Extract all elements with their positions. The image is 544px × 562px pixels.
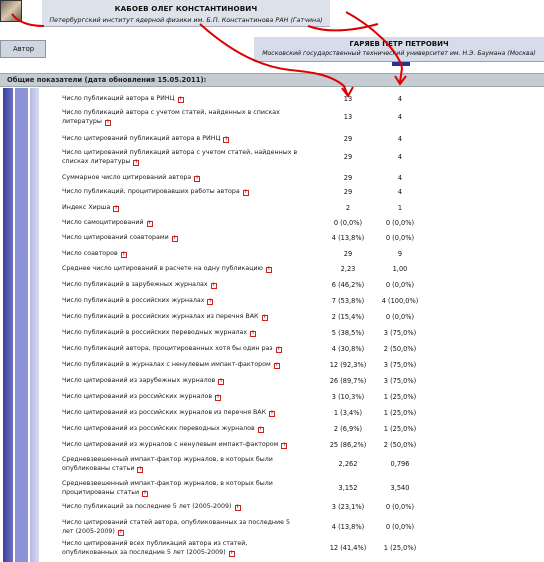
metric-label	[62, 441, 298, 450]
author1-value: 29	[343, 188, 353, 196]
help-icon[interactable]: ?	[275, 363, 279, 368]
metric-label	[62, 109, 298, 127]
metric-label	[62, 149, 298, 167]
author2-name[interactable]: ГАРЯЕВ ПЕТР ПЕТРОВИЧ	[349, 40, 449, 48]
help-icon[interactable]: ?	[270, 411, 274, 416]
help-icon[interactable]: ?	[219, 379, 223, 384]
author2-value: 3 (75,0%)	[383, 329, 417, 337]
help-icon[interactable]: ?	[212, 283, 215, 288]
help-icon[interactable]: ?	[106, 119, 110, 125]
help-icon[interactable]: ?	[115, 206, 118, 211]
help-icon[interactable]: ?	[225, 137, 228, 142]
author2-org: Московский государственный технический университет им. Н.Э. Баумана (Москва)	[262, 50, 536, 57]
author1-org: Петербургский институт ядерной физики им. Б.П. Константинова РАН (Гатчина)	[49, 16, 323, 24]
metric-label-text: Число публикаций в зарубежных журналах	[62, 281, 208, 288]
author1-value: 4 (13,8%)	[331, 523, 365, 531]
author1-value: 29	[343, 135, 353, 143]
metric-label	[62, 250, 298, 259]
author1-panel	[42, 0, 330, 27]
metric-label	[62, 204, 298, 213]
help-icon[interactable]: ?	[143, 490, 147, 496]
author2-value: 0 (0,0%)	[385, 219, 415, 227]
author2-value: 2 (50,0%)	[383, 441, 417, 449]
author2-value: 1 (25,0%)	[383, 409, 417, 417]
metric-label-text: Число публикаций в российских журналах из перечня ВАК	[62, 313, 259, 320]
metric-label	[62, 265, 298, 274]
author1-value: 3,152	[338, 484, 358, 492]
author1-value: 2,262	[338, 460, 358, 468]
metric-label-text: Число публикаций автора, процитированных хотя бы один раз	[62, 345, 273, 352]
metric-label-text: Число публикаций за последние 5 лет (2005-2009)	[62, 503, 232, 510]
help-icon[interactable]: ?	[236, 505, 239, 510]
metric-label	[62, 480, 298, 498]
author1-value: 25 (86,2%)	[329, 441, 367, 449]
help-icon[interactable]: ?	[259, 427, 262, 432]
metric-label	[62, 409, 298, 418]
author2-value: 1	[397, 204, 403, 212]
author2-value: 3,540	[390, 484, 410, 492]
metric-label-text: Число цитирований из зарубежных журналов	[62, 377, 216, 384]
author1-value: 2	[345, 204, 351, 212]
author2-value: 4	[397, 135, 403, 143]
metric-label	[62, 377, 298, 386]
author2-value: 0 (0,0%)	[385, 503, 415, 511]
author2-value: 1 (25,0%)	[383, 544, 417, 552]
author1-value: 2 (6,9%)	[333, 425, 363, 433]
help-icon[interactable]: ?	[119, 529, 123, 535]
help-icon[interactable]: ?	[244, 190, 248, 195]
author2-value: 0 (0,0%)	[385, 523, 415, 531]
author1-value: 2,23	[340, 265, 356, 273]
metric-label	[62, 95, 298, 104]
metric-label-text: Число соавторов	[62, 250, 118, 257]
metric-label-text: Среднее число цитирований в расчете на одну публикацию	[62, 265, 263, 272]
help-icon[interactable]: ?	[283, 443, 286, 448]
metric-label-text: Число публикаций в российских переводных журналах	[62, 329, 248, 336]
metric-label-text: Число цитирований публикаций автора в РИНЦ	[62, 135, 221, 142]
metric-label	[62, 174, 298, 183]
author2-value: 9	[397, 250, 403, 258]
help-icon[interactable]: ?	[251, 331, 255, 336]
metric-label-text: Число цитирований всех публикаций автора из статей, опубликованных за последние 5 лет (2005-2009)	[62, 540, 248, 556]
help-icon[interactable]: ?	[277, 347, 280, 352]
author2-value: 2 (50,0%)	[383, 345, 417, 353]
metric-label-text: Число публикаций автора в РИНЦ	[62, 95, 175, 102]
author2-value: 0 (0,0%)	[385, 313, 415, 321]
metric-label	[62, 540, 298, 558]
author2-value: 1,00	[392, 265, 408, 273]
help-icon[interactable]: ?	[195, 176, 199, 181]
metric-label	[62, 297, 298, 306]
metric-label-text: Число цитирований из российских журналов из перечня ВАК	[62, 409, 267, 416]
author-tab-label: Автор	[13, 45, 35, 53]
metric-label-text: Число цитирований соавторами	[62, 234, 169, 241]
author2-value: 0,796	[390, 460, 410, 468]
author1-value: 5 (38,5%)	[331, 329, 365, 337]
author2-value: 4	[397, 174, 403, 182]
metric-label-text: Число цитирований статей автора, опубликованных за последние 5 лет (2005-2009)	[62, 519, 291, 535]
help-icon[interactable]: ?	[209, 299, 212, 304]
author1-value: 29	[343, 153, 353, 161]
author1-value: 26 (89,7%)	[329, 377, 367, 385]
metric-label	[62, 219, 298, 228]
metric-label	[62, 345, 298, 354]
author1-value: 6 (46,2%)	[331, 281, 365, 289]
metric-label	[62, 519, 298, 537]
author1-value: 1 (3,4%)	[333, 409, 363, 417]
author1-value: 12 (41,4%)	[329, 544, 367, 552]
help-icon[interactable]: ?	[139, 466, 142, 472]
metric-label	[62, 329, 298, 338]
author2-value: 1 (25,0%)	[383, 393, 417, 401]
left-stripe-light	[30, 88, 39, 562]
metric-label-text: Число публикаций автора с учетом статей, найденных в списках литературы	[62, 109, 280, 125]
metric-label	[62, 281, 298, 290]
metric-label-text: Средневзвешенный импакт-фактор журналов, в которых были опубликованы статьи	[62, 456, 273, 472]
metric-label-text: Число цитирований из российских переводных журналов	[62, 425, 255, 432]
author1-value: 2 (15,4%)	[331, 313, 365, 321]
help-icon[interactable]: ?	[267, 267, 271, 272]
author2-panel	[254, 37, 544, 62]
help-icon[interactable]: ?	[230, 550, 233, 556]
author-tab[interactable]	[0, 40, 46, 58]
metric-label	[62, 188, 298, 197]
metric-label-text: Средневзвешенный импакт-фактор журналов, в которых были процитированы статьи	[62, 480, 273, 496]
help-icon[interactable]: ?	[179, 97, 182, 102]
author2-value: 0 (0,0%)	[385, 234, 415, 242]
author1-value: 4 (13,8%)	[331, 234, 365, 242]
author1-value: 29	[343, 250, 353, 258]
left-stripe-mid	[15, 88, 28, 562]
author1-value: 13	[343, 95, 353, 103]
help-icon[interactable]: ?	[263, 315, 266, 320]
metric-label-text: Число публикаций в журналах с ненулевым импакт-фактором	[62, 361, 271, 368]
help-icon[interactable]: ?	[148, 221, 151, 226]
author1-value: 7 (53,8%)	[331, 297, 365, 305]
metric-label-text: Суммарное число цитирований автора	[62, 174, 192, 181]
author1-value: 13	[343, 113, 353, 121]
left-stripe-dark	[3, 88, 13, 562]
author1-photo	[0, 0, 22, 22]
metric-label-text: Число публикаций, процитировавших работы автора	[62, 188, 240, 195]
section-title: Общие показатели (дата обновления 15.05.2011):	[7, 76, 207, 84]
author1-value: 3 (23,1%)	[331, 503, 365, 511]
metric-label-text: Число самоцитирований	[62, 219, 144, 226]
metric-label	[62, 135, 298, 144]
metric-label-text: Число цитирований из журналов с ненулевым импакт-фактором	[62, 441, 279, 448]
metric-label-text: Число цитирований из российских журналов	[62, 393, 213, 400]
author2-value: 4 (100,0%)	[381, 297, 419, 305]
metric-label-text: Индекс Хирша	[62, 204, 111, 211]
author1-value: 29	[343, 174, 353, 182]
author1-name[interactable]: КАБОЕВ ОЛЕГ КОНСТАНТИНОВИЧ	[114, 4, 258, 13]
author2-value: 4	[397, 95, 403, 103]
help-icon[interactable]: ?	[216, 395, 220, 400]
metric-label	[62, 503, 298, 512]
metric-label-text: Число цитирований публикаций автора с учетом статей, найденных в списках литературы	[62, 149, 298, 165]
author2-value: 4	[397, 188, 403, 196]
author2-marker	[392, 62, 410, 66]
author1-value: 12 (92,3%)	[329, 361, 367, 369]
metric-label	[62, 361, 298, 370]
author2-value: 4	[397, 113, 403, 121]
author1-header	[0, 0, 330, 27]
help-icon[interactable]: ?	[173, 236, 177, 241]
author2-value: 4	[397, 153, 403, 161]
metric-label	[62, 425, 298, 434]
metric-label	[62, 234, 298, 243]
author2-value: 3 (75,0%)	[383, 361, 417, 369]
author1-value: 4 (30,8%)	[331, 345, 365, 353]
metric-label	[62, 456, 298, 474]
author2-value: 3 (75,0%)	[383, 377, 417, 385]
author1-value: 0 (0,0%)	[333, 219, 363, 227]
section-header	[0, 73, 544, 87]
metric-label	[62, 393, 298, 402]
author2-value: 1 (25,0%)	[383, 425, 417, 433]
help-icon[interactable]: ?	[135, 159, 138, 165]
metric-label-text: Число публикаций в российских журналах	[62, 297, 205, 304]
metric-label	[62, 313, 298, 322]
author2-value: 0 (0,0%)	[385, 281, 415, 289]
help-icon[interactable]: ?	[122, 252, 126, 257]
author1-value: 3 (10,3%)	[331, 393, 365, 401]
